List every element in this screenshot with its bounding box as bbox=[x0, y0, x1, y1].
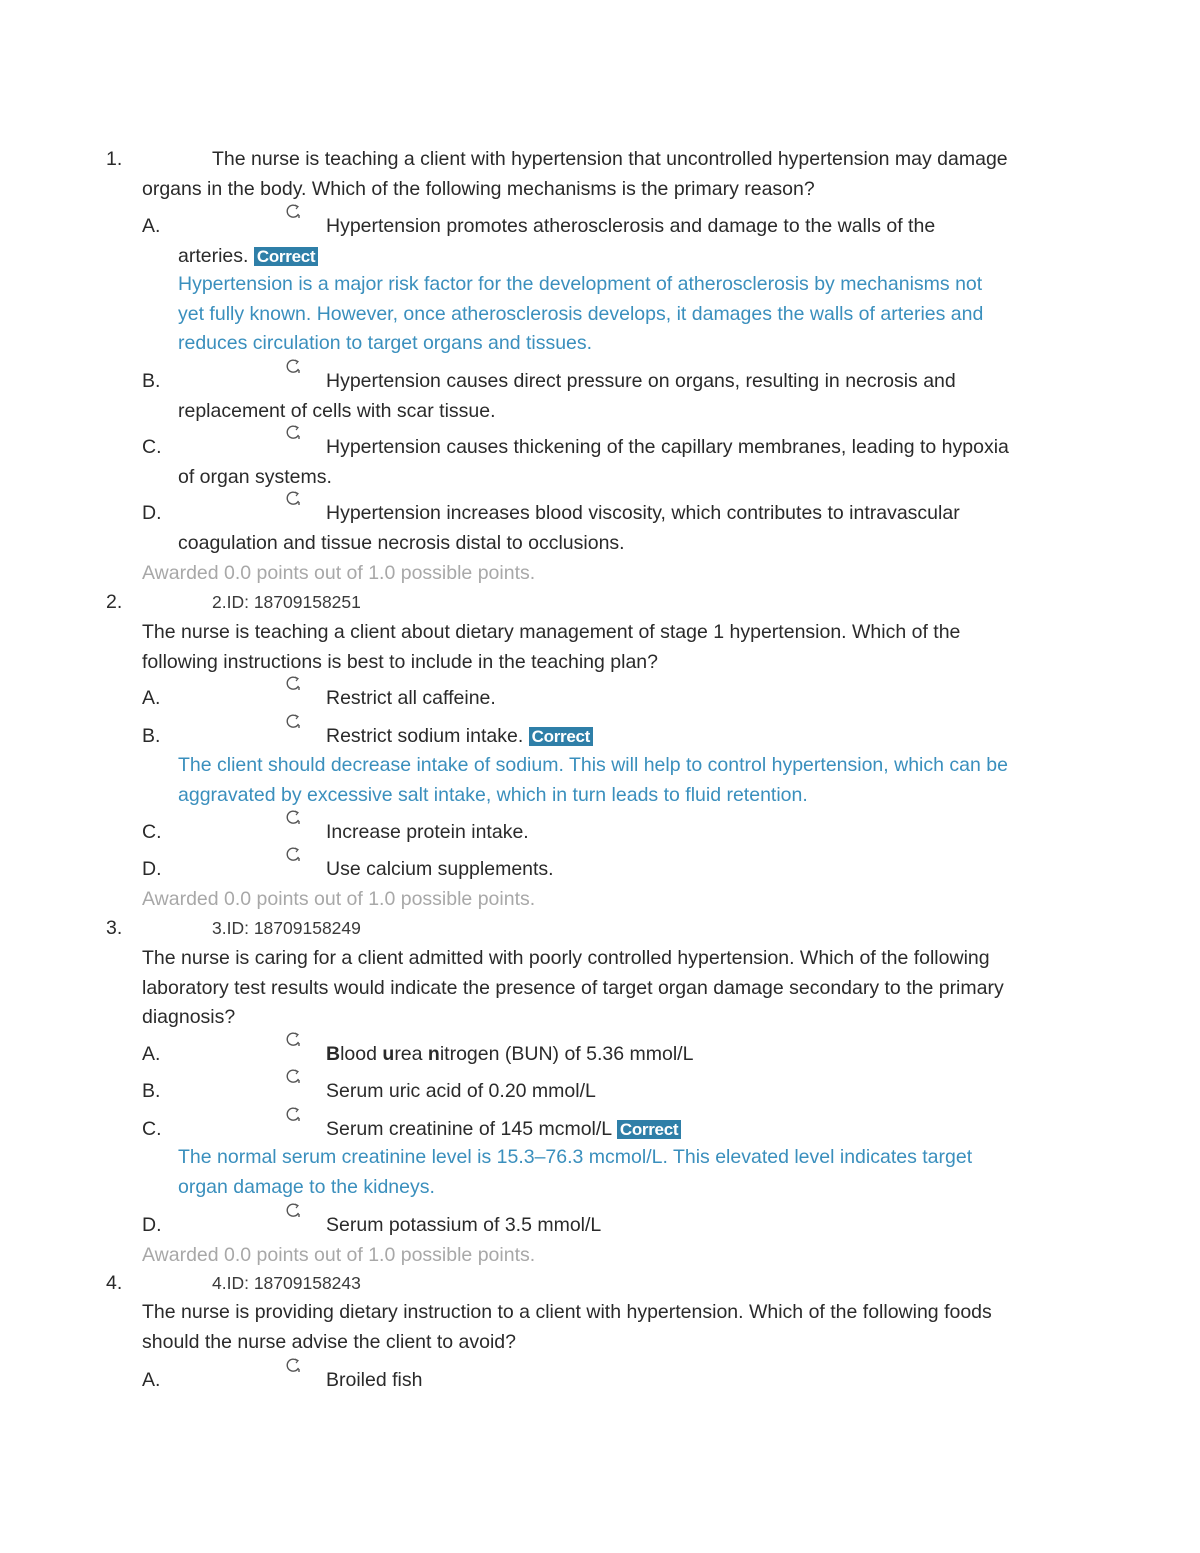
option-letter: A. bbox=[142, 1369, 161, 1391]
option-text: Serum uric acid of 0.20 mmol/L bbox=[326, 1080, 596, 1102]
question-id: 3.ID: 18709158249 bbox=[212, 918, 361, 938]
option-text: Restrict sodium intake. Correct bbox=[178, 722, 1058, 752]
question-text: The nurse is teaching a client with hypertension that uncontrolled hypertension may damage organs in the body. Which of the following mechanisms is the primary reason? bbox=[142, 148, 1008, 200]
question-text: The nurse is teaching a client about dietary management of stage 1 hypertension. Which of the following instructions is best to include in the teaching plan? bbox=[142, 621, 961, 673]
option-text: Increase protein intake. bbox=[326, 821, 529, 843]
option-letter: A. bbox=[142, 215, 161, 237]
feedback-text: The normal serum creatinine level is 15.3–76.3 mcmol/L. This elevated level indicates target organ damage to the kidneys. bbox=[178, 1146, 973, 1198]
option-letter: A. bbox=[142, 687, 161, 709]
option-text: Hypertension increases blood viscosity, which contributes to intravascular coagulation and tissue necrosis distal to occlusions. bbox=[178, 502, 960, 554]
option-text: Hypertension promotes atherosclerosis and damage to the walls of the arteries. Correct bbox=[178, 215, 936, 267]
option-text: Serum creatinine of 145 mcmol/L Correct bbox=[178, 1115, 1058, 1145]
question-text: The nurse is caring for a client admitted with poorly controlled hypertension. Which of the following laboratory test results would indicate the presence of target organ damage secondary to the primary diagnosis? bbox=[142, 947, 1004, 1028]
correct-badge: Correct bbox=[254, 247, 318, 266]
awarded-points: Awarded 0.0 points out of 1.0 possible points. bbox=[142, 562, 536, 584]
question-number: 3. bbox=[106, 917, 123, 939]
question-text: The nurse is providing dietary instruction to a client with hypertension. Which of the following foods should the nurse advise the client to avoid? bbox=[142, 1301, 992, 1353]
option-letter: B. bbox=[142, 1080, 161, 1102]
option-text: Blood urea nitrogen (BUN) of 5.36 mmol/L bbox=[326, 1043, 694, 1065]
option-letter: C. bbox=[142, 1118, 162, 1140]
option-text: Use calcium supplements. bbox=[326, 858, 554, 880]
option-text: Restrict all caffeine. bbox=[326, 687, 496, 709]
feedback-text: The client should decrease intake of sodium. This will help to control hypertension, which can be aggravated by excessive salt intake, which in turn leads to fluid retention. bbox=[178, 754, 1008, 806]
correct-badge: Correct bbox=[529, 727, 593, 746]
option-letter: D. bbox=[142, 858, 162, 880]
option-text: Hypertension causes thickening of the capillary membranes, leading to hypoxia of organ systems. bbox=[178, 436, 1009, 488]
awarded-points: Awarded 0.0 points out of 1.0 possible points. bbox=[142, 888, 536, 910]
option-text: Broiled fish bbox=[326, 1369, 423, 1391]
option-letter: B. bbox=[142, 725, 161, 747]
question-number: 1. bbox=[106, 148, 123, 170]
option-letter: B. bbox=[142, 370, 161, 392]
option-letter: C. bbox=[142, 821, 162, 843]
feedback-text: Hypertension is a major risk factor for the development of atherosclerosis by mechanisms not yet fully known. However, once atherosclerosis develops, it damages the walls of arteries and reduces circulation to target organs and tissues. bbox=[178, 273, 984, 354]
option-letter: A. bbox=[142, 1043, 161, 1065]
question-number: 2. bbox=[106, 591, 123, 613]
option-letter: D. bbox=[142, 1214, 162, 1236]
option-text: Serum potassium of 3.5 mmol/L bbox=[326, 1214, 602, 1236]
question-id: 2.ID: 18709158251 bbox=[212, 592, 361, 612]
option-letter: D. bbox=[142, 502, 162, 524]
question-id: 4.ID: 18709158243 bbox=[212, 1273, 361, 1293]
question-number: 4. bbox=[106, 1272, 123, 1294]
option-text: Hypertension causes direct pressure on organs, resulting in necrosis and replacement of cells with scar tissue. bbox=[178, 370, 956, 422]
awarded-points: Awarded 0.0 points out of 1.0 possible points. bbox=[142, 1244, 536, 1266]
correct-badge: Correct bbox=[617, 1120, 681, 1139]
option-letter: C. bbox=[142, 436, 162, 458]
